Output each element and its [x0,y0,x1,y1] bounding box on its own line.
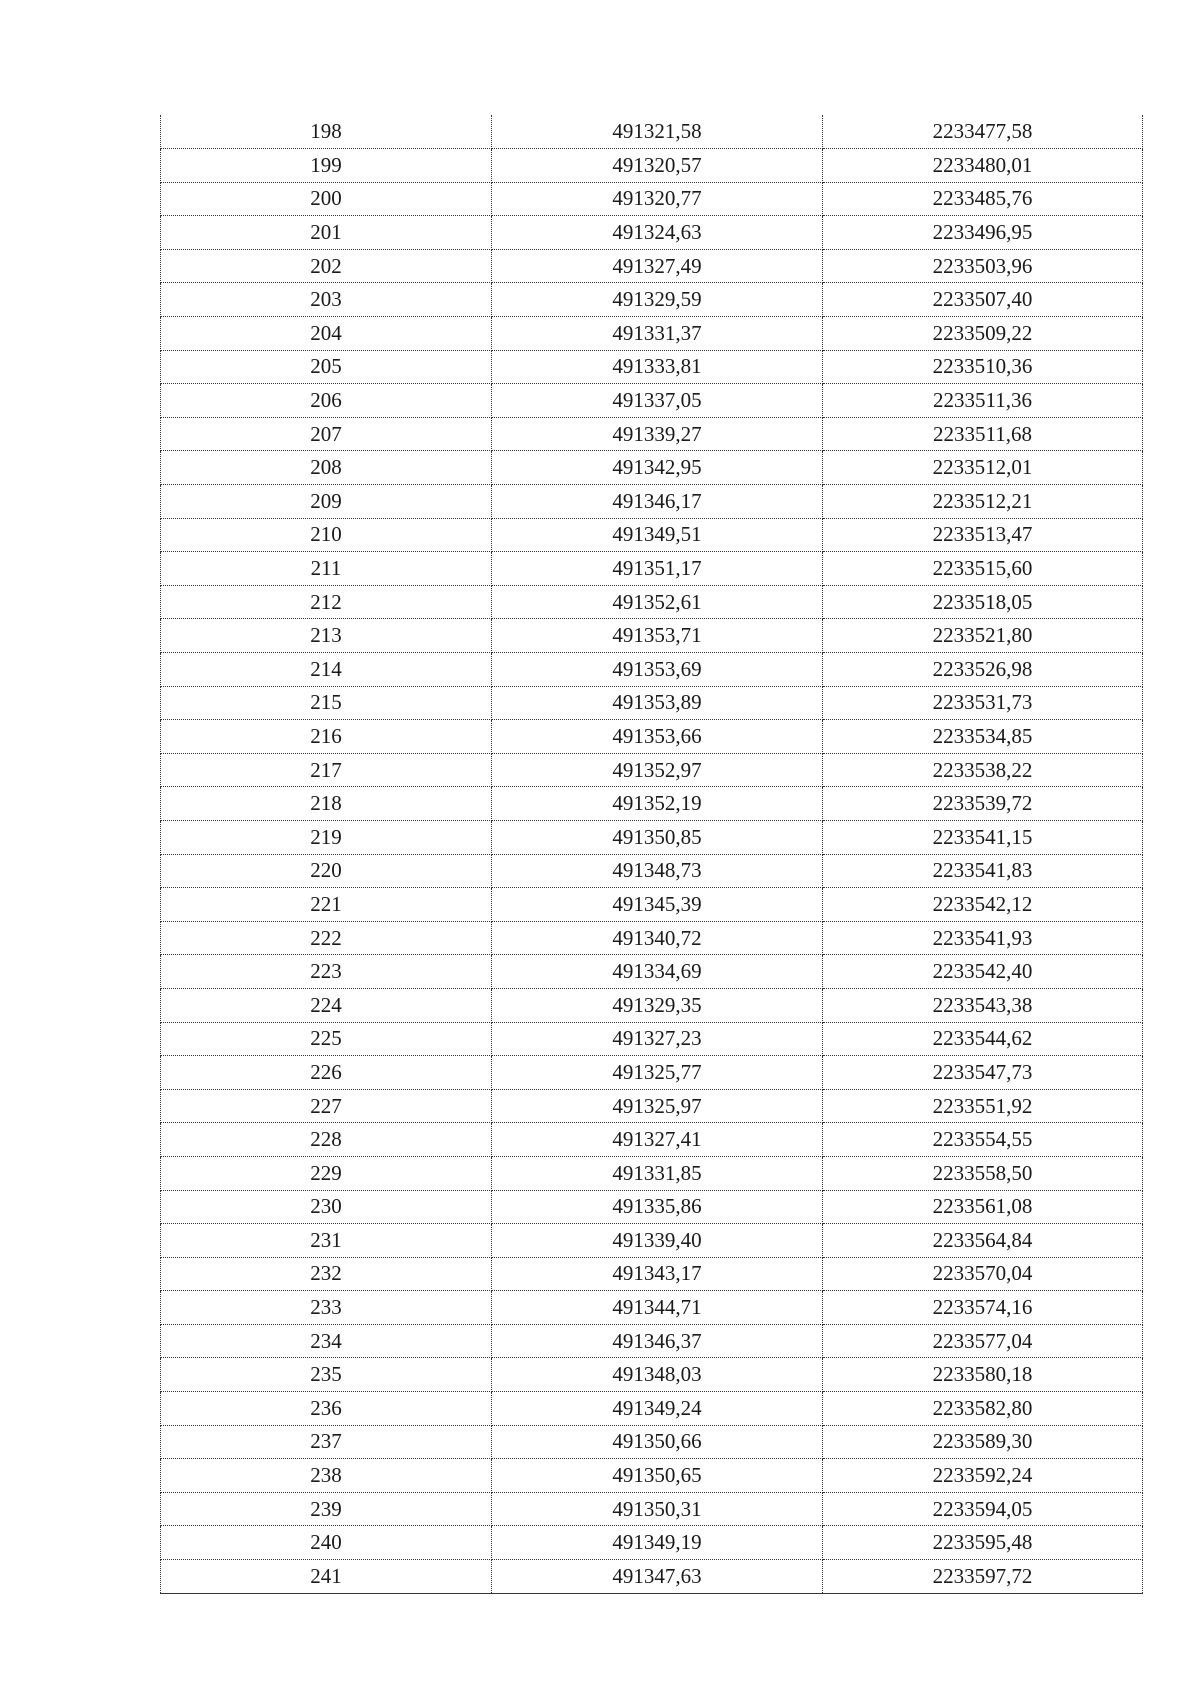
table-row [161,485,1143,519]
table-row [161,552,1143,586]
y-coordinate-cell: 2233592,24 [823,1459,1143,1493]
x-coordinate-cell: 491339,27 [492,417,823,451]
x-coordinate-cell: 491329,59 [492,283,823,317]
x-coordinate-cell: 491353,69 [492,653,823,687]
y-coordinate-cell: 2233570,04 [823,1257,1143,1291]
table-row [161,417,1143,451]
point-number-cell: 217 [161,753,492,787]
table-row [161,653,1143,687]
table-row [161,686,1143,720]
point-number-cell: 237 [161,1425,492,1459]
y-coordinate-cell: 2233547,73 [823,1056,1143,1090]
point-number-cell: 205 [161,350,492,384]
table-row [161,1190,1143,1224]
point-number-cell: 228 [161,1123,492,1157]
point-number-cell: 214 [161,653,492,687]
x-coordinate-cell: 491353,89 [492,686,823,720]
table-row [161,619,1143,653]
table-row [161,854,1143,888]
y-coordinate-cell: 2233534,85 [823,720,1143,754]
table-row [161,451,1143,485]
table-row [161,317,1143,351]
y-coordinate-cell: 2233515,60 [823,552,1143,586]
table-row [161,518,1143,552]
point-number-cell: 221 [161,888,492,922]
x-coordinate-cell: 491350,85 [492,820,823,854]
y-coordinate-cell: 2233512,21 [823,485,1143,519]
y-coordinate-cell: 2233513,47 [823,518,1143,552]
point-number-cell: 204 [161,317,492,351]
point-number-cell: 211 [161,552,492,586]
point-number-cell: 232 [161,1257,492,1291]
y-coordinate-cell: 2233541,93 [823,921,1143,955]
y-coordinate-cell: 2233511,68 [823,417,1143,451]
x-coordinate-cell: 491344,71 [492,1291,823,1325]
point-number-cell: 198 [161,115,492,149]
table-row [161,216,1143,250]
table-row [161,1123,1143,1157]
x-coordinate-cell: 491339,40 [492,1224,823,1258]
table-row [161,888,1143,922]
y-coordinate-cell: 2233538,22 [823,753,1143,787]
point-number-cell: 220 [161,854,492,888]
table-row [161,249,1143,283]
y-coordinate-cell: 2233485,76 [823,182,1143,216]
x-coordinate-cell: 491335,86 [492,1190,823,1224]
point-number-cell: 240 [161,1526,492,1560]
x-coordinate-cell: 491325,97 [492,1089,823,1123]
x-coordinate-cell: 491350,65 [492,1459,823,1493]
table-row [161,1224,1143,1258]
x-coordinate-cell: 491333,81 [492,350,823,384]
point-number-cell: 215 [161,686,492,720]
y-coordinate-cell: 2233539,72 [823,787,1143,821]
point-number-cell: 218 [161,787,492,821]
point-number-cell: 235 [161,1358,492,1392]
y-coordinate-cell: 2233509,22 [823,317,1143,351]
table-row [161,1056,1143,1090]
x-coordinate-cell: 491320,57 [492,149,823,183]
table-row [161,720,1143,754]
point-number-cell: 222 [161,921,492,955]
x-coordinate-cell: 491353,71 [492,619,823,653]
x-coordinate-cell: 491327,41 [492,1123,823,1157]
x-coordinate-cell: 491350,66 [492,1425,823,1459]
point-number-cell: 201 [161,216,492,250]
x-coordinate-cell: 491346,37 [492,1324,823,1358]
point-number-cell: 224 [161,988,492,1022]
table-row [161,1358,1143,1392]
x-coordinate-cell: 491321,58 [492,115,823,149]
y-coordinate-cell: 2233594,05 [823,1492,1143,1526]
x-coordinate-cell: 491327,23 [492,1022,823,1056]
x-coordinate-cell: 491352,97 [492,753,823,787]
x-coordinate-cell: 491342,95 [492,451,823,485]
point-number-cell: 225 [161,1022,492,1056]
x-coordinate-cell: 491349,51 [492,518,823,552]
coordinates-table [160,115,1143,1594]
x-coordinate-cell: 491345,39 [492,888,823,922]
point-number-cell: 207 [161,417,492,451]
table-row [161,1156,1143,1190]
table-row [161,1425,1143,1459]
table-row [161,350,1143,384]
y-coordinate-cell: 2233531,73 [823,686,1143,720]
point-number-cell: 200 [161,182,492,216]
x-coordinate-cell: 491331,37 [492,317,823,351]
y-coordinate-cell: 2233558,50 [823,1156,1143,1190]
coordinates-table-body [161,115,1143,1593]
table-row [161,1526,1143,1560]
point-number-cell: 238 [161,1459,492,1493]
y-coordinate-cell: 2233554,55 [823,1123,1143,1157]
point-number-cell: 199 [161,149,492,183]
x-coordinate-cell: 491348,73 [492,854,823,888]
point-number-cell: 239 [161,1492,492,1526]
table-row [161,820,1143,854]
y-coordinate-cell: 2233511,36 [823,384,1143,418]
x-coordinate-cell: 491352,61 [492,585,823,619]
point-number-cell: 213 [161,619,492,653]
x-coordinate-cell: 491324,63 [492,216,823,250]
point-number-cell: 241 [161,1560,492,1594]
x-coordinate-cell: 491350,31 [492,1492,823,1526]
y-coordinate-cell: 2233589,30 [823,1425,1143,1459]
point-number-cell: 226 [161,1056,492,1090]
point-number-cell: 206 [161,384,492,418]
point-number-cell: 203 [161,283,492,317]
table-row [161,1459,1143,1493]
x-coordinate-cell: 491334,69 [492,955,823,989]
y-coordinate-cell: 2233526,98 [823,653,1143,687]
point-number-cell: 234 [161,1324,492,1358]
table-row [161,1560,1143,1594]
x-coordinate-cell: 491353,66 [492,720,823,754]
x-coordinate-cell: 491325,77 [492,1056,823,1090]
y-coordinate-cell: 2233518,05 [823,585,1143,619]
y-coordinate-cell: 2233564,84 [823,1224,1143,1258]
table-row [161,753,1143,787]
table-row [161,1022,1143,1056]
table-row [161,1257,1143,1291]
point-number-cell: 202 [161,249,492,283]
y-coordinate-cell: 2233512,01 [823,451,1143,485]
y-coordinate-cell: 2233551,92 [823,1089,1143,1123]
point-number-cell: 231 [161,1224,492,1258]
table-row [161,787,1143,821]
x-coordinate-cell: 491349,19 [492,1526,823,1560]
table-row [161,1291,1143,1325]
point-number-cell: 233 [161,1291,492,1325]
x-coordinate-cell: 491329,35 [492,988,823,1022]
table-row [161,1392,1143,1426]
y-coordinate-cell: 2233595,48 [823,1526,1143,1560]
table-row [161,384,1143,418]
table-row [161,921,1143,955]
y-coordinate-cell: 2233480,01 [823,149,1143,183]
x-coordinate-cell: 491331,85 [492,1156,823,1190]
point-number-cell: 208 [161,451,492,485]
table-row [161,988,1143,1022]
y-coordinate-cell: 2233574,16 [823,1291,1143,1325]
table-row [161,1089,1143,1123]
x-coordinate-cell: 491347,63 [492,1560,823,1594]
y-coordinate-cell: 2233542,12 [823,888,1143,922]
point-number-cell: 209 [161,485,492,519]
point-number-cell: 236 [161,1392,492,1426]
x-coordinate-cell: 491349,24 [492,1392,823,1426]
x-coordinate-cell: 491348,03 [492,1358,823,1392]
y-coordinate-cell: 2233496,95 [823,216,1143,250]
y-coordinate-cell: 2233543,38 [823,988,1143,1022]
y-coordinate-cell: 2233510,36 [823,350,1143,384]
table-row [161,1324,1143,1358]
y-coordinate-cell: 2233503,96 [823,249,1143,283]
point-number-cell: 223 [161,955,492,989]
x-coordinate-cell: 491352,19 [492,787,823,821]
x-coordinate-cell: 491346,17 [492,485,823,519]
y-coordinate-cell: 2233541,15 [823,820,1143,854]
point-number-cell: 216 [161,720,492,754]
y-coordinate-cell: 2233477,58 [823,115,1143,149]
table-row [161,182,1143,216]
x-coordinate-cell: 491343,17 [492,1257,823,1291]
table-row [161,955,1143,989]
table-row [161,283,1143,317]
point-number-cell: 230 [161,1190,492,1224]
y-coordinate-cell: 2233582,80 [823,1392,1143,1426]
y-coordinate-cell: 2233580,18 [823,1358,1143,1392]
point-number-cell: 210 [161,518,492,552]
x-coordinate-cell: 491340,72 [492,921,823,955]
y-coordinate-cell: 2233521,80 [823,619,1143,653]
y-coordinate-cell: 2233541,83 [823,854,1143,888]
point-number-cell: 227 [161,1089,492,1123]
x-coordinate-cell: 491337,05 [492,384,823,418]
point-number-cell: 212 [161,585,492,619]
y-coordinate-cell: 2233542,40 [823,955,1143,989]
table-row [161,585,1143,619]
y-coordinate-cell: 2233577,04 [823,1324,1143,1358]
x-coordinate-cell: 491327,49 [492,249,823,283]
point-number-cell: 229 [161,1156,492,1190]
y-coordinate-cell: 2233597,72 [823,1560,1143,1594]
point-number-cell: 219 [161,820,492,854]
y-coordinate-cell: 2233544,62 [823,1022,1143,1056]
y-coordinate-cell: 2233507,40 [823,283,1143,317]
y-coordinate-cell: 2233561,08 [823,1190,1143,1224]
table-row [161,149,1143,183]
table-row [161,1492,1143,1526]
x-coordinate-cell: 491320,77 [492,182,823,216]
x-coordinate-cell: 491351,17 [492,552,823,586]
table-row [161,115,1143,149]
